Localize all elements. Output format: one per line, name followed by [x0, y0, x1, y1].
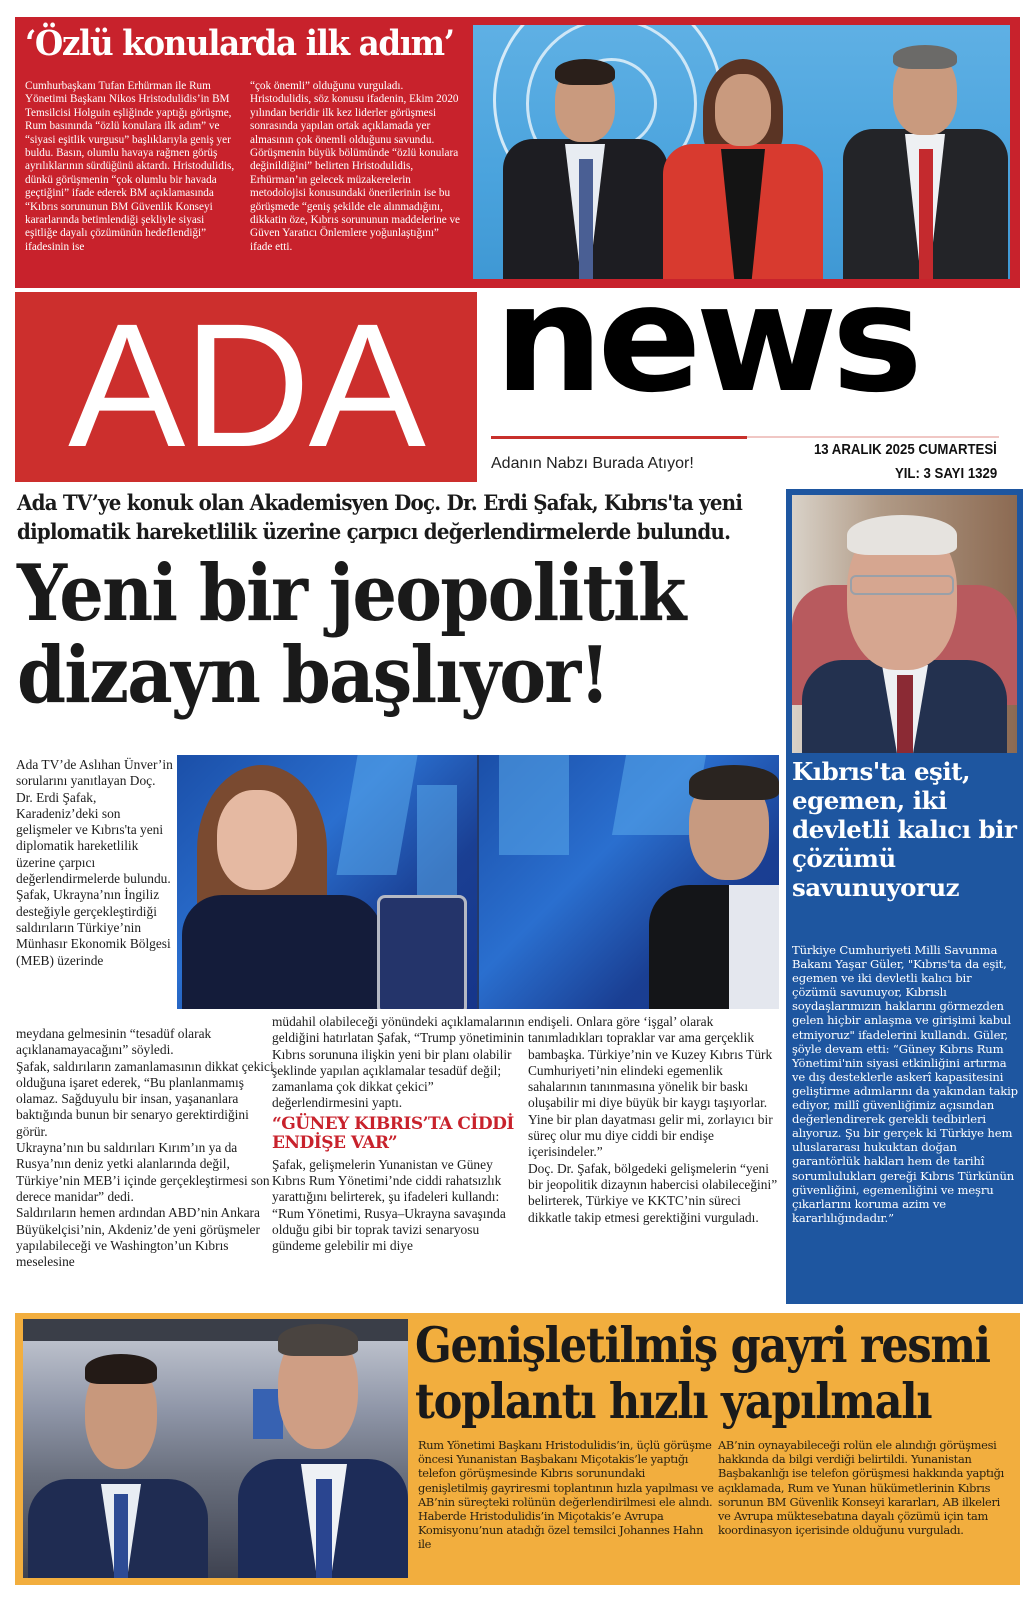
lead-paragraph: endişeli. Onlara göre ‘işgal’ olarak tanımladıkları topraklar var ama gerçeklik bambaşka. Türkiye’nin ve Kuzey Kıbrıs Türk Cumhuriyeti’nin elindeki egemenlik sahalarının tanınmasına yönelik bir baskı oluşabilir mi diye büyük bir kaygı taşıyorlar. Yine bir plan dayatması gelir mi, zorlayıcı bir süreç olur mu diye ciddi bir endişe içerisindeler.” [528, 1014, 773, 1160]
lead-story-column-2 [272, 1014, 527, 1255]
logo-ada-text: ADA [68, 292, 424, 482]
masthead-tagline: Adanın Nabzı Burada Atıyor! [491, 455, 694, 472]
tv-host-panel [177, 755, 477, 1009]
masthead-rule-red [491, 436, 747, 439]
side-story-body: Türkiye Cumhuriyeti Milli Savunma Bakanı Yaşar Güler, "Kıbrıs'ta da eşit, egemen ve iki devletli kalıcı bir çözümü savunuyor, Kıbrıslı soydaşlarımızın haklarını görmezden gelen hiçbir anlaşma ve girişimi kabul etmiyoruz" ifadelerini kullandı. Güler, şöyle devam etti: “Güney Kıbrıs Rum Yönetimi'nin siyasi etkinliğini artırma ve dış desteklerle askerî kapasitesini geliştirme adımlarını da yakından takip ediyor, millî güvenliğimiz açısından değerlendirerek gerekli tedbirleri alıyoruz. Şu bir gerçek ki Türkiye hem uluslararası hukuktan doğan garantörlük hakları hem de tarihî sorumlulukları gereği Kıbrıs Türkünün güvenliğini, egemenliğini ve meşru çıkarlarını koruma azim ve kararlılığındadır.” [792, 943, 1018, 1225]
bottom-headline-line-1: Genişletilmiş gayri resmi [415, 1316, 990, 1374]
lead-story-column-1-continued [16, 1026, 274, 1270]
top-story-column-2: “çok önemli” olduğunu vurguladı. Hristodulidis, söz konusu ifadenin, Ekim 2020 yılından beridir ilk kez liderler görüşmesi sonrasında yapılan ortak açıklamada yer almasının çok önemli olduğunu savundu. Görüşmenin büyük bölümünde “özlü konulara değinildiğini” belirten Hristodulidis, Erhürman’ın gelecek müzakerelerin metodolojisi konusundaki önerilerinin ise bu görüşmede “geniş şekilde ele alınmadığını, dikkatin öze, Kıbrıs sorununun maddelerine ve Güven Yaratıcı Önlemlere yoğunlaştığını” ifade etti. [250, 80, 461, 253]
lead-paragraph: Şafak, saldırıların zamanlamasının dikkat çekici olduğuna işaret ederek, “Bu planlanmamış olamaz. Sağduyulu bir insan, yaşananlara baktığında bunun bir senaryo gerektirdiğini görür. [16, 1058, 274, 1139]
lead-headline-line-1: Yeni bir jeopolitik [17, 548, 685, 639]
bottom-story-headline [415, 1317, 1013, 1429]
lead-paragraph: meydana gelmesinin “tesadüf olarak açıklanamayacağını” söyledi. [16, 1026, 212, 1058]
lead-paragraph: müdahil olabileceği yönündeki açıklamalarının geldiğini hatırlatan Şafak, “Trump yönetiminin Kıbrıs sorununa ilişkin yeni bir planı olabilir şeklinde yapılan açıklamalar tesadüf değil; zamanlama çok dikkat çekici” değerlendirmesini yaptı. [272, 1014, 525, 1111]
lead-headline-line-2: dizayn başlıyor! [17, 630, 609, 721]
bottom-story-column-1: Rum Yönetimi Başkanı Hristodulidis’in, üçlü görüşme öncesi Yunanistan Başbakanı Miçotakis’le yaptığı telefon görüşmesinde Kıbrıs sorunundaki genişletilmiş gayriresmi toplantının hızla yapılması ve AB’nin süreçteki rolünün değerlendirilmesi ele alındı. Haberde Hristodulidis’in Miçotakis’e Avrupa Komisyonu’nun atadığı özel temsilci Johannes Hahn ile [418, 1438, 714, 1552]
lead-story-deck: Ada TV’ye konuk olan Akademisyen Doç. Dr. Erdi Şafak, Kıbrıs'ta yeni diplomatik hareketlilik üzerine çarpıcı değerlendirmelerde bulundu. [17, 491, 743, 545]
lead-story-subhead: “GÜNEY KIBRIS’TA CİDDİ ENDİŞE VAR” [272, 1113, 514, 1153]
lead-story-column-1: Ada TV’de Aslıhan Ünver’in sorularını yanıtlayan Doç. Dr. Erdi Şafak, Karadeniz’deki son gelişmeler ve Kıbrıs'ta yeni diplomatik hareketlilik üzerine çarpıcı değerlendirmelerde bulundu. Şafak, Ukrayna’nın İngiliz desteğiyle gerçekleştirdiği saldırıların Türkiye’nin Münhasır Ekonomik Bölgesi (MEB) üzerinde [16, 757, 173, 968]
side-story-photo [792, 495, 1017, 753]
bottom-story-photo [23, 1319, 408, 1578]
lead-paragraph: Saldırıların hemen ardından ABD’nin Ankara Büyükelçisi’nin, Akdeniz’de yeni görüşmeler yapılabileceği ve Washington’un Kıbrıs meselesine [16, 1205, 260, 1270]
photo-person-right [843, 39, 1008, 279]
tv-guest-panel [479, 755, 779, 1009]
top-story-box [15, 17, 1020, 288]
lead-story-headline [17, 548, 827, 721]
top-story-photo [473, 25, 1010, 279]
photo-person-left [503, 49, 668, 279]
lead-paragraph: Şafak, gelişmelerin Yunanistan ve Güney Kıbrıs Rum Yönetimi’nde ciddi rahatsızlık yarattığını belirterek, şu ifadeleri kullandı: [272, 1156, 502, 1205]
masthead-logo-ada [15, 292, 477, 482]
bottom-story-box [15, 1313, 1020, 1585]
lead-paragraph: “Rum Yönetimi, Rusya–Ukrayna savaşında olduğu gibi bir toprak tavizi senaryosu gündeme gelebilir mi diye [272, 1205, 506, 1254]
top-story-headline: ‘Özlü konularda ilk adım’ [25, 23, 454, 64]
side-story-box [786, 489, 1023, 1304]
side-story-headline: Kıbrıs'ta eşit, egemen, iki devletli kalıcı bir çözümü savunuyoruz [792, 757, 1017, 902]
masthead-rule-pink [747, 436, 999, 438]
masthead-logo-news: news [494, 253, 917, 425]
lead-paragraph: Doç. Dr. Şafak, bölgedeki gelişmelerin “yeni bir jeopolitik dizaynın habercisi olabileceğini” belirterek, Türkiye ve KKTC’nin süreci dikkatle takip etmesi gerektiğini vurguladı. [528, 1160, 778, 1225]
bottom-headline-line-2: toplantı hızlı yapılmalı [415, 1372, 932, 1430]
lead-paragraph: Ukrayna’nın bu saldırıları Kırım’ın ya da Rusya’nın deniz yetki alanlarında değil, Türkiye’nin MEB’i içinde gerçekleştirmesi son derece manidar” dedi. [16, 1140, 270, 1204]
lead-story-column-3 [528, 1014, 778, 1226]
issue-date: 13 ARALIK 2025 CUMARTESİ [814, 441, 997, 458]
lead-story-photo [177, 755, 779, 1009]
issue-number: YIL: 3 SAYI 1329 [894, 465, 997, 482]
bottom-story-column-2: AB’nin oynayabileceği rolün ele alındığı görüşmesi hakkında da bilgi verdiği belirtildi. Yunanistan Başbakanlığı ise telefon görüşmesi hakkında yaptığı açıklamada, Rum ve Yunan hükümetlerinin Kıbrıs sorunun BM Güvenlik Konseyi kararları, AB ilkeleri ve Avrupa müktesebatına dayalı çözümü için tam koordinasyon içerisinde olduğunu vurguladı. [718, 1438, 1004, 1538]
photo-person-center [663, 59, 823, 279]
top-story-column-1: Cumhurbaşkanı Tufan Erhürman ile Rum Yönetimi Başkanı Nikos Hristodulidis’in BM Temsilcisi Holguin eşliğinde yaptığı görüşme, Rum basınında “özlü konulara ilk adım” ve “siyasi eşitlik vurgusu” başlıklarıyla geniş yer buldu. Basın, olumlu havaya rağmen görüş ayrılıklarının sürdüğünü aktardı. Hristodulidis, dünkü görüşmenin “çok olumlu bir havada geçtiğini” ifade ederek BM açıklamasında “Kıbrıs sorununun BM Güvenlik Konseyi kararlarında betimlendiği şekliyle siyasi eşitliğe dayalı çözümünün hedeflendiği” ifadesinin ise [25, 80, 235, 253]
